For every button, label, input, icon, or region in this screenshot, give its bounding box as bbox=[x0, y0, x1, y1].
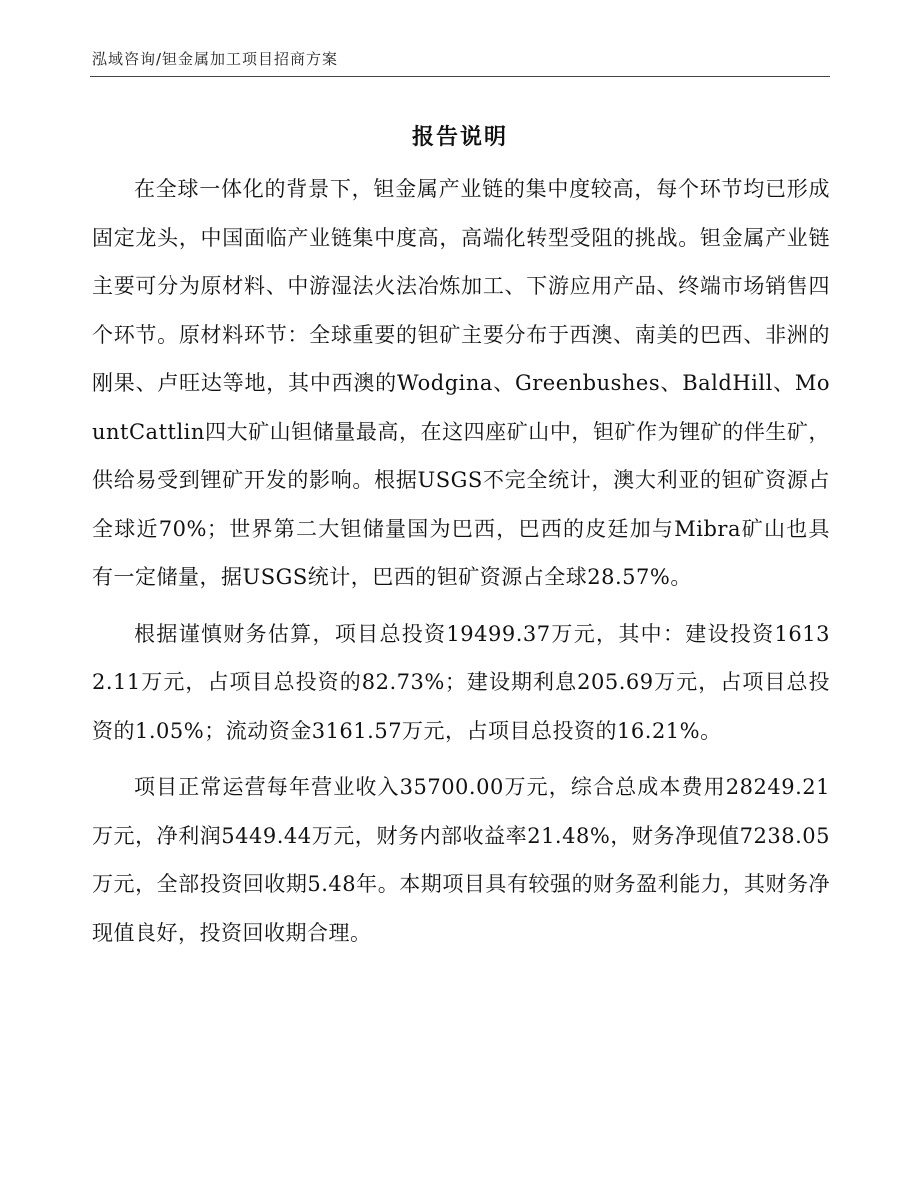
paragraph-industry-chain: 在全球一体化的背景下，钽金属产业链的集中度较高，每个环节均已形成固定龙头，中国面临产业链集中度高，高端化转型受阻的挑战。钽金属产业链主要可分为原材料、中游湿法火法冶炼加工、下游应用产品、终端市场销售四个环节。原材料环节：全球重要的钽矿主要分布于西澳、南美的巴西、非洲的刚果、卢旺达等地，其中西澳的Wodgina、Greenbushes、BaldHill、MountCattlin四大矿山钽储量最高，在这四座矿山中，钽矿作为锂矿的伴生矿，供给易受到锂矿开发的影响。根据USGS不完全统计，澳大利亚的钽矿资源占全球近70%；世界第二大钽储量国为巴西，巴西的皮廷加与Mibra矿山也具有一定储量，据USGS统计，巴西的钽矿资源占全球28.57%。 bbox=[92, 177, 830, 589]
paragraph-investment: 根据谨慎财务估算，项目总投资19499.37万元，其中：建设投资16132.11万元，占项目总投资的82.73%；建设期利息205.69万元，占项目总投资的1.05%；流动资金3161.57万元，占项目总投资的16.21%。 bbox=[92, 621, 830, 743]
body-text bbox=[92, 165, 830, 957]
page-title: 报告说明 bbox=[411, 125, 508, 150]
header-divider bbox=[90, 76, 830, 77]
running-header: 泓域咨询/钽金属加工项目招商方案 bbox=[92, 50, 339, 68]
paragraph-financials: 项目正常运营每年营业收入35700.00万元，综合总成本费用28249.21万元，净利润5449.44万元，财务内部收益率21.48%，财务净现值7238.05万元，全部投资回收期5.48年。本期项目具有较强的财务盈利能力，其财务净现值良好，投资回收期合理。 bbox=[92, 775, 830, 945]
